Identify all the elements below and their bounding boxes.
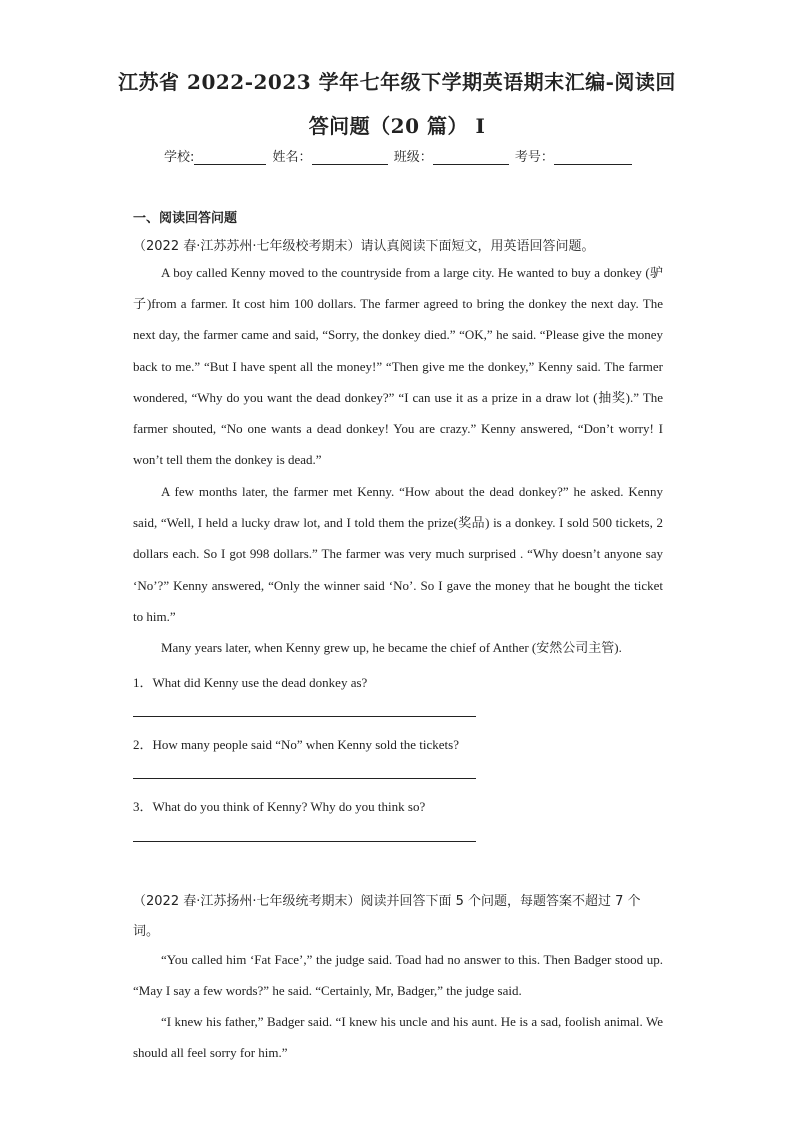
passage1-paragraph-3: Many years later, when Kenny grew up, he became the chief of Anther (安然公司主管). <box>161 640 622 655</box>
passage2-source-cont: 词。 <box>133 924 160 939</box>
question-2: 2．How many people said “No” when Kenny sold the tickets? <box>133 737 460 752</box>
student-info-row <box>164 146 634 165</box>
section-heading: 一、阅读回答问题 <box>133 211 238 226</box>
passage2-paragraph-2: “I knew his father,” Badger said. “I knew his uncle and his aunt. He is a sad, foolish animal. We should all feel sorry for him.” <box>133 1014 663 1061</box>
passage1-paragraph-2: A few months later, the farmer met Kenny. “How about the dead donkey?” he asked. Kenny said, “Well, I held a lucky draw lot, and I told them the prize(奖品) is a donkey. I sold 500 tickets, 2 dollars each. So I got 998 dollars.” The farmer was very much surprised . “Why doesn’t anyone say ‘No’?” Kenny answered, “Only the winner said ‘No’. So I gave the money that he bought the ticket to him.” <box>133 484 663 624</box>
question-3: 3．What do you think of Kenny? Why do you think so? <box>133 799 426 814</box>
exam-number-field[interactable] <box>554 150 632 165</box>
question-1: 1．What did Kenny use the dead donkey as? <box>133 675 368 690</box>
name-label: 姓名： <box>272 150 312 165</box>
page-title-line-1: 江苏省 2022-2023 学年七年级下学期英语期末汇编-阅读回 <box>118 70 676 94</box>
passage1-paragraph-1: A boy called Kenny moved to the countryside from a large city. He wanted to buy a donkey (驴子)from a farmer. It cost him 100 dollars. The farmer agreed to bring the donkey the next day. The next day, the farmer came and said, “Sorry, the donkey died.” “OK,” he said. “Please give the money back to me.” “But I have spent all the money!” “Then give me the donkey,” Kenny said. The farmer wondered, “Why do you want the dead donkey?” “I can use it as a prize in a draw lot (抽奖).” The farmer shouted, “No one wants a dead donkey! You are crazy.” Kenny answered, “Don’t worry! I won’t tell them the donkey is dead.” <box>133 265 663 468</box>
class-field[interactable] <box>433 150 509 165</box>
answer-line-1[interactable] <box>133 716 476 717</box>
answer-line-2[interactable] <box>133 778 476 779</box>
exam-number-label: 考号： <box>514 150 554 165</box>
passage1-source: （2022 春·江苏苏州·七年级校考期末）请认真阅读下面短文，用英语回答问题。 <box>133 239 595 254</box>
passage2-paragraph-1: “You called him ‘Fat Face’,” the judge said. Toad had no answer to this. Then Badger stood up. “May I say a few words?” he said. “Certainly, Mr, Badger,” the judge said. <box>133 952 663 999</box>
page-title-line-2: 答问题（20 篇） I <box>308 114 486 138</box>
passage2-source: （2022 春·江苏扬州·七年级统考期末）阅读并回答下面 5 个问题，每题答案不超过 7 个 <box>133 894 641 909</box>
school-field[interactable] <box>194 150 266 165</box>
answer-line-3[interactable] <box>133 841 476 842</box>
name-field[interactable] <box>312 150 388 165</box>
school-label: 学校: <box>164 150 195 165</box>
class-label: 班级： <box>393 150 433 165</box>
